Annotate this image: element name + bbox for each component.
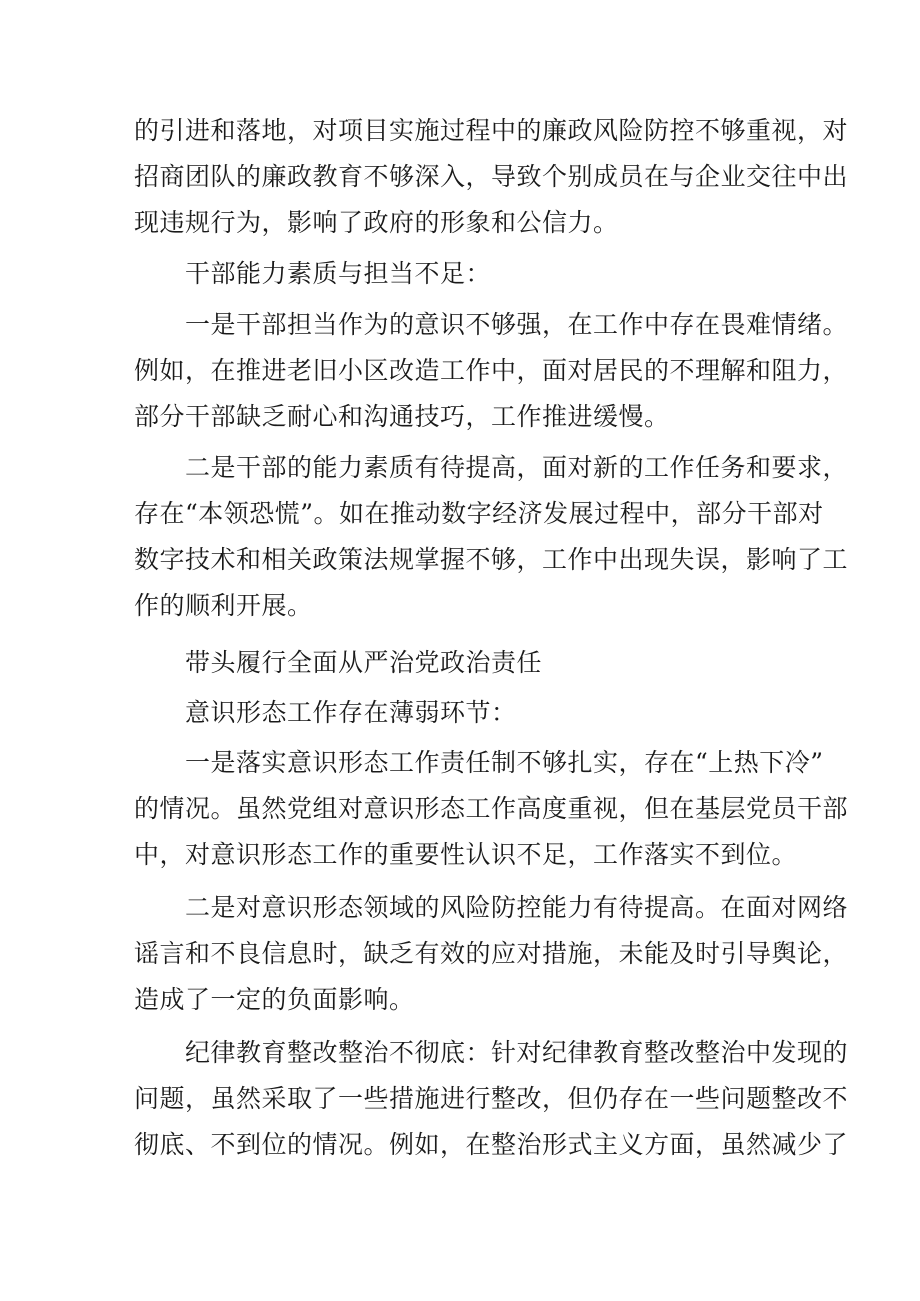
text-line: 带头履行全面从严治党政治责任 <box>134 648 543 677</box>
text-line: 一是落实意识形态工作责任制不够扎实，存在“上热下冷” <box>134 748 824 777</box>
paragraph-cadre-point-one <box>134 302 849 440</box>
heading-cadre-ability <box>134 251 794 297</box>
text-line: 彻底、不到位的情况。例如，在整治形式主义方面，虽然减少了 <box>134 1130 849 1159</box>
text-line: 二是干部的能力素质有待提高，面对新的工作任务和要求， <box>134 453 849 482</box>
paragraph-ideology-point-two <box>134 885 849 1023</box>
heading-ideology-weakness <box>134 690 794 736</box>
text-line: 作的顺利开展。 <box>134 591 313 620</box>
text-line: 存在“本领恐慌”。如在推动数字经济发展过程中，部分干部对 <box>134 499 824 528</box>
text-line: 意识形态工作存在薄弱环节： <box>134 698 517 727</box>
text-line: 谣言和不良信息时，缺乏有效的应对措施，未能及时引导舆论， <box>134 939 849 968</box>
text-line: 一是干部担当作为的意识不够强，在工作中存在畏难情绪。 <box>134 310 849 339</box>
text-line: 干部能力素质与担当不足： <box>134 259 492 288</box>
text-line: 的情况。虽然党组对意识形态工作高度重视，但在基层党员干部 <box>134 794 849 823</box>
text-line: 造成了一定的负面影响。 <box>134 985 415 1014</box>
text-line: 部分干部缺乏耐心和沟通技巧，工作推进缓慢。 <box>134 402 670 431</box>
text-line: 现违规行为，影响了政府的形象和公信力。 <box>134 208 619 237</box>
text-line: 中，对意识形态工作的重要性认识不足，工作落实不到位。 <box>134 840 798 869</box>
text-line: 的引进和落地，对项目实施过程中的廉政风险防控不够重视，对 <box>134 116 849 145</box>
text-line: 招商团队的廉政教育不够深入，导致个别成员在与企业交往中出 <box>134 162 849 191</box>
paragraph-cadre-point-two <box>134 445 849 629</box>
text-line: 纪律教育整改整治不彻底：针对纪律教育整改整治中发现的 <box>134 1038 849 1067</box>
heading-party-responsibility <box>134 640 794 686</box>
text-line: 数字技术和相关政策法规掌握不够，工作中出现失误，影响了工 <box>134 545 849 574</box>
text-line: 例如，在推进老旧小区改造工作中，面对居民的不理解和阻力， <box>134 356 849 385</box>
text-line: 问题，虽然采取了一些措施进行整改，但仍存在一些问题整改不 <box>134 1084 849 1113</box>
text-line: 二是对意识形态领域的风险防控能力有待提高。在面对网络 <box>134 893 849 922</box>
paragraph-ideology-point-one <box>134 740 849 878</box>
paragraph-discipline-rectification <box>134 1030 849 1168</box>
paragraph-integrity-risk <box>134 108 849 246</box>
